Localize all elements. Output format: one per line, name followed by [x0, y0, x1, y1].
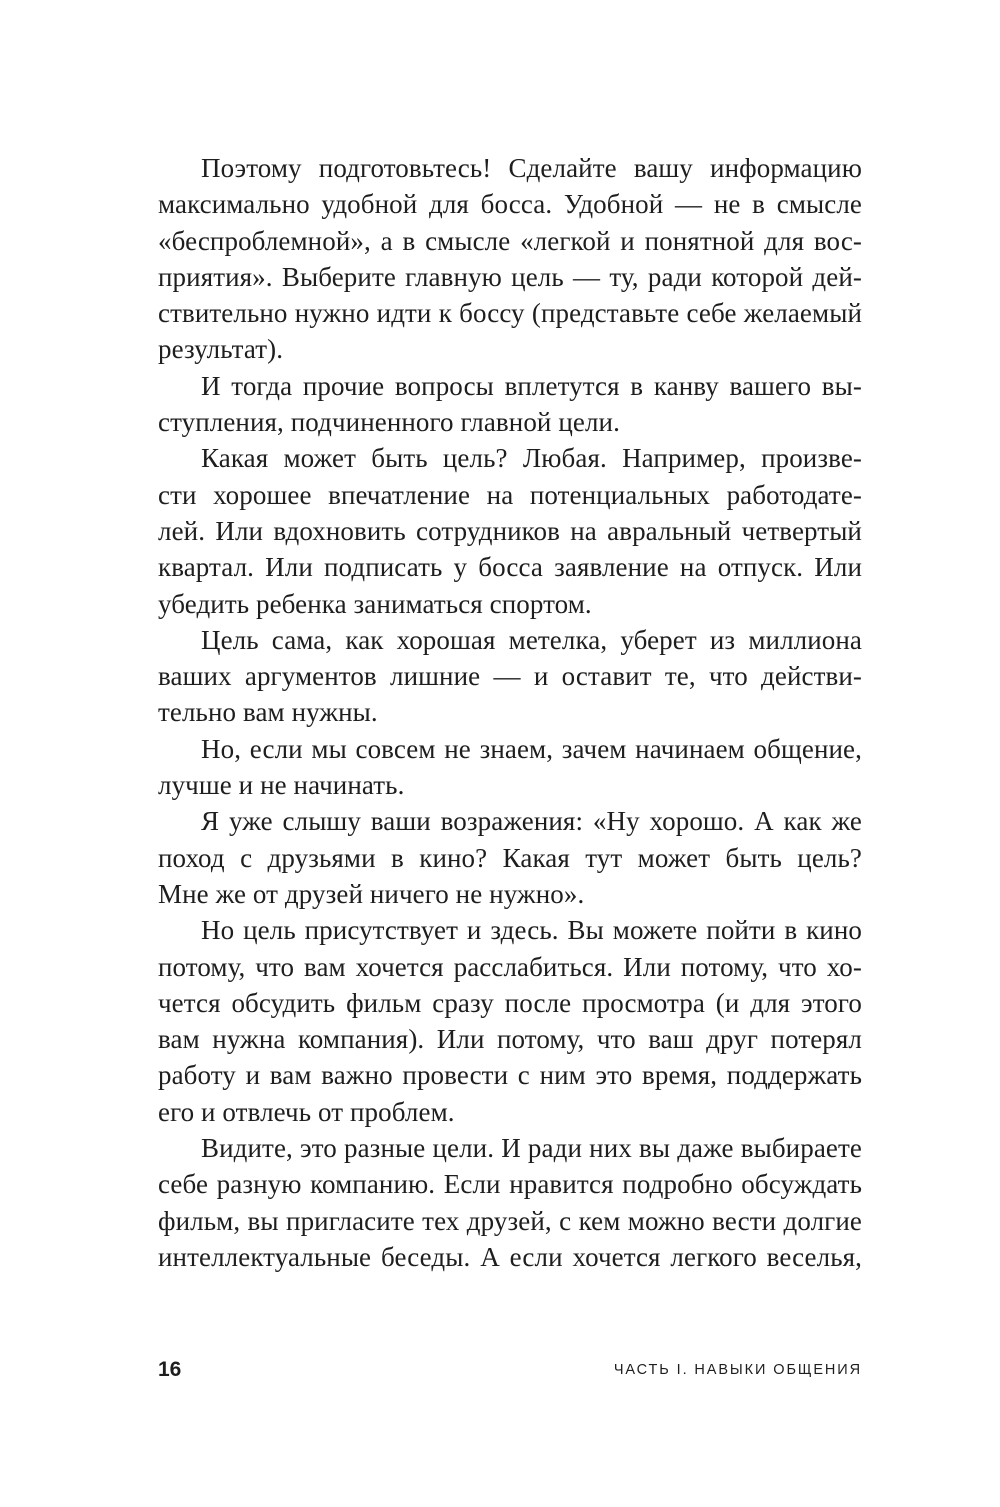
paragraph	[158, 440, 862, 621]
text-line: тельно вам нужны.	[158, 697, 378, 728]
text-line: убедить ребенка заниматься спортом.	[158, 588, 592, 619]
text-line: вам нужна компания). Или потому, что ваш друг потерял	[158, 1024, 862, 1055]
text-line: поход с друзьями в кино? Какая тут может быть цель?	[158, 842, 862, 873]
text-line: работу и вам важно провести с ним это время, поддержать	[158, 1060, 862, 1091]
text-line: Но цель присутствует и здесь. Вы можете пойти в кино	[201, 915, 862, 946]
text-line: ваших аргументов лишние — и оставит те, что действи-	[158, 661, 862, 692]
paragraph	[158, 622, 862, 731]
text-line: потому, что вам хочется расслабиться. Или потому, что хо-	[158, 951, 862, 982]
paragraph	[158, 731, 862, 804]
text-line: Поэтому подготовьтесь! Сделайте вашу информацию	[201, 153, 862, 183]
text-line: Цель сама, как хорошая метелка, уберет из миллиона	[201, 624, 862, 655]
text-line: результат).	[158, 334, 284, 365]
paragraph	[158, 912, 862, 1130]
text-line: ствительно нужно идти к боссу (представьте себе желаемый	[158, 298, 862, 329]
text-line: Какая может быть цель? Любая. Например, произве-	[201, 443, 862, 474]
text-line: «беспроблемной», а в смысле «легкой и понятной для вос-	[158, 225, 862, 256]
body-text	[158, 150, 862, 1275]
text-line: ступления, подчиненного главной цели.	[158, 407, 620, 438]
paragraph	[158, 368, 862, 441]
running-head: ЧАСТЬ I. НАВЫКИ ОБЩЕНИЯ	[613, 1362, 862, 1378]
paragraph	[158, 150, 862, 368]
text-line: чется обсудить фильм сразу после просмотра (и для этого	[158, 987, 862, 1018]
text-line: сти хорошее впечатление на потенциальных работодате-	[158, 479, 862, 510]
text-line: себе разную компанию. Если нравится подробно обсуждать	[158, 1169, 862, 1200]
text-line: Видите, это разные цели. И ради них вы даже выбираете	[201, 1133, 862, 1164]
text-line: фильм, вы пригласите тех друзей, с кем можно вести долгие	[158, 1205, 862, 1236]
text-line: квартал. Или подписать у босса заявление на отпуск. Или	[158, 552, 862, 583]
text-line: приятия». Выберите главную цель — ту, ради которой дей-	[158, 261, 862, 292]
text-line: его и отвлечь от проблем.	[158, 1096, 455, 1127]
text-line: Я уже слышу ваши возражения: «Ну хорошо. А как же	[201, 806, 862, 837]
paragraph	[158, 803, 862, 912]
text-line: интеллектуальные беседы. А если хочется легкого веселья,	[158, 1241, 862, 1272]
text-line: лучше и не начинать.	[158, 770, 405, 801]
text-line: Но, если мы совсем не знаем, зачем начинаем общение,	[201, 733, 862, 764]
page-number: 16	[158, 1358, 182, 1381]
text-line: И тогда прочие вопросы вплетутся в канву вашего вы-	[201, 370, 862, 401]
paragraph	[158, 1130, 862, 1275]
text-line: Мне же от друзей ничего не нужно».	[158, 878, 585, 909]
page-footer	[158, 1353, 862, 1387]
text-line: максимально удобной для босса. Удобной — не в смысле	[158, 189, 862, 220]
text-line: лей. Или вдохновить сотрудников на авральный четвертый	[158, 515, 862, 546]
